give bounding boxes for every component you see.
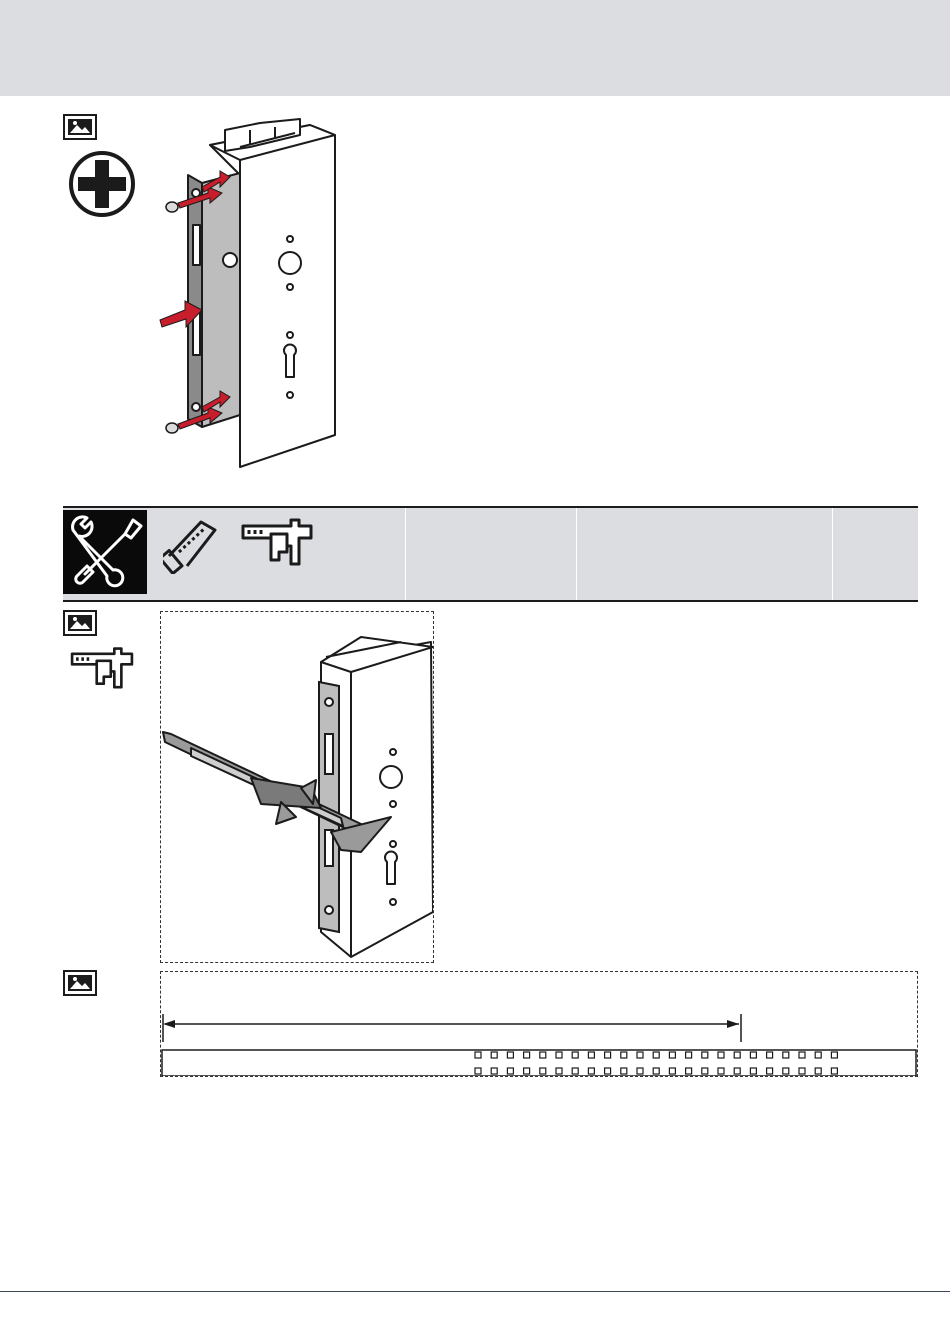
tools-icon [63,510,147,594]
caliper-icon [241,516,313,566]
image-icon [63,610,97,636]
dimension-arrow-right [727,1020,739,1028]
figure-frame [160,611,434,963]
faceplate-slot [718,1068,724,1074]
faceplate-slot [588,1068,594,1074]
faceplate-slot [507,1052,513,1058]
faceplate-slot [507,1068,513,1074]
faceplate-slot [815,1052,821,1058]
faceplate-slot [475,1052,481,1058]
faceplate-slot [637,1052,643,1058]
faceplate-slot [475,1068,481,1074]
faceplate-slot [605,1068,611,1074]
band-separator [576,508,577,600]
faceplate-slot [637,1068,643,1074]
faceplate-slot [491,1068,497,1074]
header-band [0,0,950,96]
band-separator [832,508,833,600]
faceplate-slot [831,1052,837,1058]
faceplate-slot [605,1052,611,1058]
faceplate-slot [718,1052,724,1058]
faceplate-slot [831,1068,837,1074]
dimension-arrow-left [163,1020,175,1028]
faceplate-slot [621,1068,627,1074]
image-icon [63,970,97,996]
faceplate-slot [750,1052,756,1058]
faceplate-slot [524,1052,530,1058]
faceplate-slot [815,1068,821,1074]
faceplate-slot [540,1052,546,1058]
faceplate-slot [783,1052,789,1058]
band-separator [405,508,406,600]
caliper-measurement-illustration [161,612,433,962]
faceplate-slot [491,1052,497,1058]
faceplate-slot [799,1052,805,1058]
faceplate-slot [767,1052,773,1058]
footer-rule [0,1291,950,1292]
figure-frame [160,971,918,1077]
faceplate-slot [621,1052,627,1058]
faceplate-slot [686,1052,692,1058]
phillips-bit-icon [68,150,136,218]
caliper-icon [68,645,136,689]
lock-insertion-illustration [150,115,350,475]
faceplate-slot [572,1052,578,1058]
faceplate-slot [702,1052,708,1058]
faceplate-slot [799,1068,805,1074]
faceplate-slot [686,1068,692,1074]
faceplate-slot [734,1052,740,1058]
faceplate-slot [556,1068,562,1074]
faceplate-slot [669,1068,675,1074]
image-icon [63,114,97,140]
faceplate-slot [524,1068,530,1074]
faceplate-slot [767,1068,773,1074]
faceplate-slot [750,1068,756,1074]
faceplate-slot [702,1068,708,1074]
faceplate-slot [572,1068,578,1074]
faceplate-slot [669,1052,675,1058]
faceplate-slot [540,1068,546,1074]
faceplate-slot [556,1052,562,1058]
faceplate-slot [653,1068,659,1074]
hacksaw-icon [163,516,223,574]
faceplate-cut-length-diagram [161,972,917,1076]
faceplate-slot [783,1068,789,1074]
faceplate-slot [734,1068,740,1074]
faceplate-slot [653,1052,659,1058]
tools-band [63,506,918,602]
faceplate-slot [588,1052,594,1058]
